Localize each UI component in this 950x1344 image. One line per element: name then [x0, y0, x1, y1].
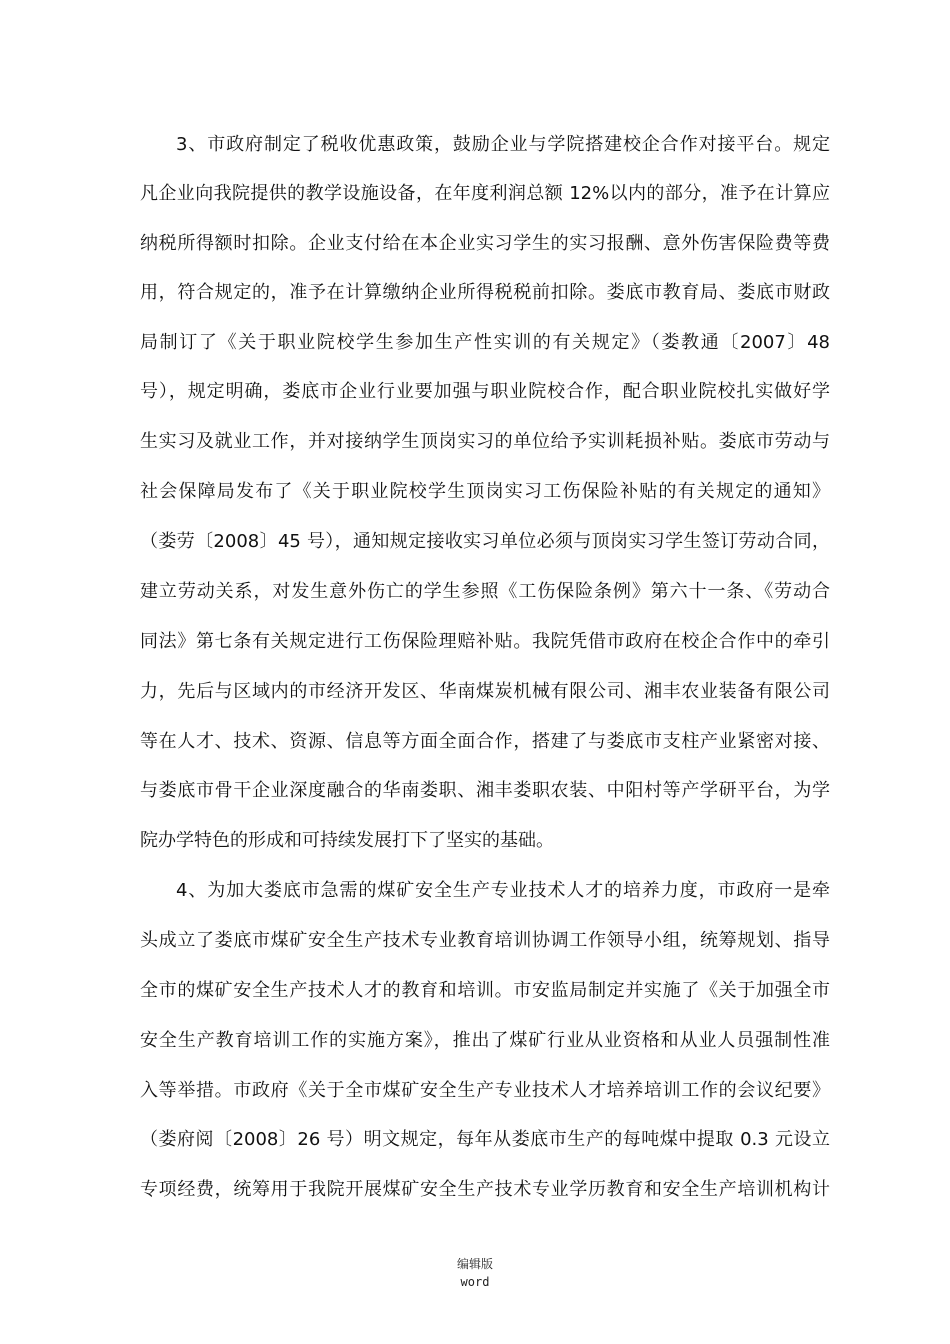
paragraph-3-line-8: 社会保障局发布了《关于职业院校学生顶岗实习工伤保险补贴的有关规定的通知》: [140, 481, 830, 502]
footer-edit-label: 编辑版: [456, 1257, 493, 1271]
paragraph-3-line-6: 号），规定明确，娄底市企业行业要加强与职业院校合作，配合职业院校扎实做好学: [140, 381, 830, 402]
paragraph-3-line-1: 3、市政府制定了税收优惠政策，鼓励企业与学院搭建校企合作对接平台。规定: [176, 134, 830, 155]
paragraph-3-line-12: 力，先后与区域内的市经济开发区、华南煤炭机械有限公司、湘丰农业装备有限公司: [140, 681, 830, 702]
paragraph-3-line-10: 建立劳动关系，对发生意外伤亡的学生参照《工伤保险条例》第六十一条、《劳动合: [140, 581, 830, 602]
paragraph-4-line-4: 安全生产教育培训工作的实施方案》，推出了煤矿行业从业资格和从业人员强制性准: [140, 1030, 830, 1051]
footer-word-label: word: [460, 1275, 490, 1289]
paragraph-4-line-3: 全市的煤矿安全生产技术人才的教育和培训。市安监局制定并实施了《关于加强全市: [140, 980, 830, 1001]
paragraph-4-line-5: 入等举措。市政府《关于全市煤矿安全生产专业技术人才培养培训工作的会议纪要》: [140, 1080, 830, 1101]
paragraph-4-line-1: 4、为加大娄底市急需的煤矿安全生产专业技术人才的培养力度，市政府一是牵: [176, 880, 830, 901]
paragraph-4-line-7: 专项经费，统筹用于我院开展煤矿安全生产技术专业学历教育和安全生产培训机构计: [140, 1179, 830, 1200]
paragraph-3-line-5: 局制订了《关于职业院校学生参加生产性实训的有关规定》（娄教通〔2007〕48: [140, 332, 830, 353]
paragraph-3-line-11: 同法》第七条有关规定进行工伤保险理赔补贴。我院凭借市政府在校企合作中的牵引: [140, 631, 830, 652]
paragraph-3-line-7: 生实习及就业工作，并对接纳学生顶岗实习的单位给予实训耗损补贴。娄底市劳动与: [140, 431, 830, 452]
paragraph-3-line-2: 凡企业向我院提供的教学设施设备，在年度利润总额 12%以内的部分，准予在计算应: [140, 183, 830, 204]
paragraph-4-line-2: 头成立了娄底市煤矿安全生产技术专业教育培训协调工作领导小组，统筹规划、指导: [140, 930, 830, 951]
paragraph-3-line-15: 院办学特色的形成和可持续发展打下了坚实的基础。: [140, 830, 554, 851]
paragraph-3-line-13: 等在人才、技术、资源、信息等方面全面合作，搭建了与娄底市支柱产业紧密对接、: [140, 731, 830, 752]
paragraph-3-line-4: 用，符合规定的，准予在计算缴纳企业所得税税前扣除。娄底市教育局、娄底市财政: [140, 282, 830, 303]
paragraph-3-line-14: 与娄底市骨干企业深度融合的华南娄职、湘丰娄职农装、中阳村等产学研平台，为学: [140, 780, 830, 801]
paragraph-3-line-3: 纳税所得额时扣除。企业支付给在本企业实习学生的实习报酬、意外伤害保险费等费: [140, 233, 830, 254]
paragraph-3-line-9: （娄劳〔2008〕45 号），通知规定接收实习单位必须与顶岗实习学生签订劳动合同，: [140, 531, 830, 552]
paragraph-4-line-6: （娄府阅〔2008〕26 号）明文规定，每年从娄底市生产的每吨煤中提取 0.3 元设立: [140, 1129, 830, 1150]
